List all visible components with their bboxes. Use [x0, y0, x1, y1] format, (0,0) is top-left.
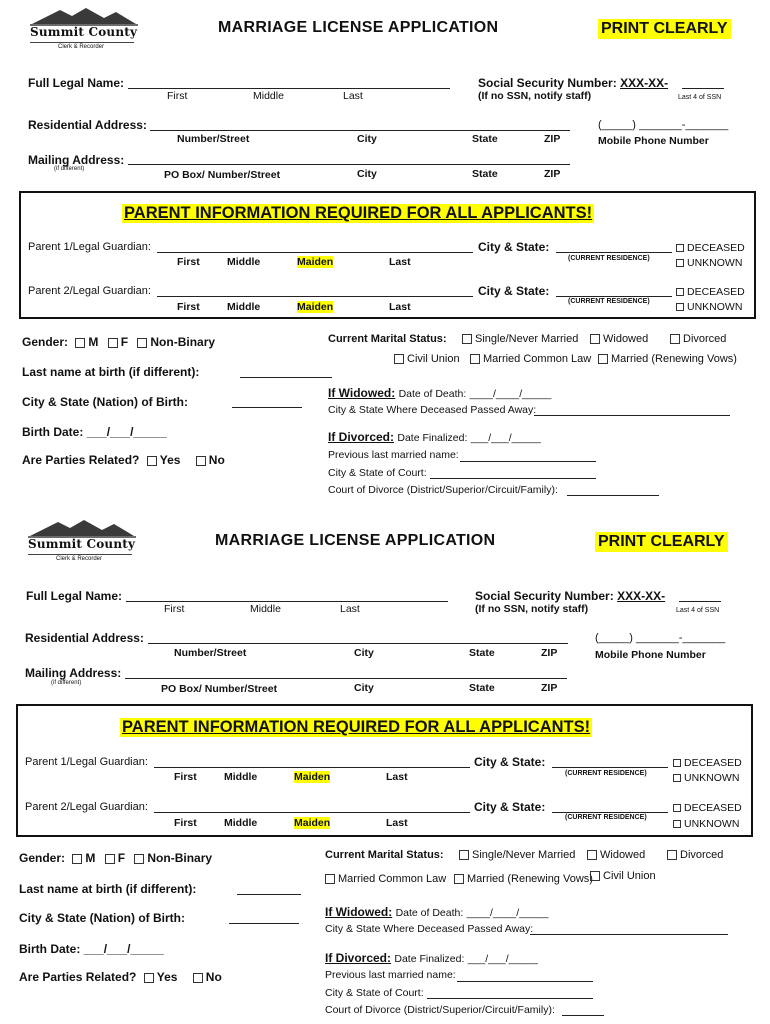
gender-nb-text: Non-Binary [147, 851, 213, 865]
parent2-middle: Middle [227, 301, 261, 313]
logo-subtitle: Clerk & Recorder [56, 556, 103, 562]
date-finalized-field[interactable]: ___/___/_____ [470, 432, 541, 444]
widowed-place-label: City & State Where Deceased Passed Away: [328, 404, 537, 416]
related-no-text: No [208, 453, 225, 467]
last-caption: Last [340, 603, 360, 615]
gender-m-checkbox[interactable] [75, 338, 85, 348]
full-legal-name-field[interactable] [128, 88, 450, 89]
parent1-city-state-label: City & State: [478, 240, 550, 254]
street-caption: Number/Street [174, 647, 247, 659]
marital-widowed[interactable] [590, 333, 648, 345]
checkbox-icon [394, 354, 404, 364]
widowed-place-field[interactable] [530, 934, 728, 935]
mailing-address-label: Mailing Address: [25, 666, 122, 680]
county-logo [28, 6, 138, 54]
parent2-last: Last [389, 301, 411, 313]
gender-f-text: F [120, 335, 129, 349]
checkbox-icon [673, 774, 681, 782]
checkbox-icon [590, 334, 600, 344]
parent1-middle: Middle [224, 771, 258, 783]
birthplace-label: City & State (Nation) of Birth: [22, 395, 188, 409]
renewing-text: Married (Renewing Vows) [467, 873, 593, 885]
marital-status-label: Current Marital Status: [328, 333, 447, 345]
marital-single[interactable] [462, 333, 578, 345]
marital-civil[interactable] [394, 353, 460, 365]
if-widowed-label: If Widowed: [325, 905, 393, 919]
birthplace-field[interactable] [229, 923, 299, 924]
widowed-text: Widowed [600, 849, 646, 861]
birth-date-field[interactable]: ___/___/_____ [86, 425, 167, 439]
related-yes-text: Yes [159, 453, 181, 467]
if-widowed-label: If Widowed: [328, 386, 396, 400]
logo-rule [28, 554, 132, 555]
gender-m-text: M [88, 335, 99, 349]
checkbox-icon [676, 259, 684, 267]
prev-name-field[interactable] [457, 981, 593, 982]
parent1-deceased[interactable] [676, 242, 745, 254]
city-caption: City [354, 647, 374, 659]
mountain-logo-icon [28, 518, 136, 538]
widowed-place-label: City & State Where Deceased Passed Away: [325, 923, 534, 935]
if-divorced-row [328, 430, 541, 444]
po-box-caption: PO Box/ Number/Street [164, 169, 281, 181]
parent-info-heading: PARENT INFORMATION REQUIRED FOR ALL APPLICANTS! [124, 204, 593, 222]
parent1-current-residence: (CURRENT RESIDENCE) [565, 770, 647, 777]
if-divorced-label: If Divorced: [325, 951, 392, 965]
mailing-address-field[interactable] [125, 678, 567, 679]
prev-name-label: Previous last married name: [328, 449, 459, 461]
mailing-address-field[interactable] [128, 164, 570, 165]
gender-nb-checkbox[interactable] [134, 854, 144, 864]
parent1-first: First [174, 771, 197, 783]
date-finalized-field[interactable]: ___/___/_____ [467, 953, 538, 965]
common-text: Married Common Law [338, 873, 447, 885]
gender-f-text: F [117, 851, 126, 865]
middle-caption: Middle [253, 90, 284, 102]
first-caption: First [167, 90, 188, 102]
parent2-name-field[interactable] [157, 296, 473, 297]
related-row [22, 453, 225, 467]
zip-caption: ZIP [541, 647, 558, 659]
parent2-label: Parent 2/Legal Guardian: [28, 285, 151, 297]
related-yes-text: Yes [156, 970, 178, 984]
parent1-city-state-field[interactable] [552, 767, 668, 768]
related-no-checkbox[interactable] [196, 456, 206, 466]
parent2-city-state-label: City & State: [478, 284, 550, 298]
parent2-current-residence: (CURRENT RESIDENCE) [565, 814, 647, 821]
court-city-label: City & State of Court: [328, 467, 427, 479]
gender-row [22, 335, 215, 349]
marital-common[interactable] [325, 873, 446, 885]
parent1-maiden: Maiden [297, 256, 334, 268]
related-yes-checkbox[interactable] [147, 456, 157, 466]
parent2-maiden: Maiden [294, 817, 331, 829]
gender-nb-checkbox[interactable] [137, 338, 147, 348]
renewing-text: Married (Renewing Vows) [611, 353, 737, 365]
marital-renewing[interactable] [598, 353, 737, 365]
checkbox-icon [676, 288, 684, 296]
ssn-label [478, 76, 668, 90]
if-different-note: (if different) [54, 166, 85, 172]
residential-address-field[interactable] [150, 130, 570, 131]
county-logo [26, 518, 136, 566]
related-no-text: No [205, 970, 222, 984]
last-caption: Last [343, 90, 363, 102]
date-of-death-field[interactable]: ____/____/_____ [466, 907, 549, 919]
if-widowed-row [325, 905, 548, 919]
form-title: MARRIAGE LICENSE APPLICATION [215, 532, 496, 549]
divorced-text: Divorced [683, 333, 727, 345]
form-title: MARRIAGE LICENSE APPLICATION [218, 19, 499, 36]
birth-date-label: Birth Date: [19, 942, 81, 956]
checkbox-icon [459, 850, 469, 860]
checkbox-icon [673, 820, 681, 828]
zip-caption: ZIP [544, 133, 561, 145]
civil-text: Civil Union [603, 870, 656, 882]
form-2 [0, 512, 770, 1024]
ssn-label-text: Social Security Number: [475, 589, 614, 603]
print-clearly-banner: PRINT CLEARLY [595, 532, 728, 552]
parent1-first: First [177, 256, 200, 268]
last-name-birth-field[interactable] [240, 377, 332, 378]
checkbox-icon [462, 334, 472, 344]
gender-f-checkbox[interactable] [105, 854, 115, 864]
no-ssn-note: (If no SSN, notify staff) [475, 603, 589, 615]
parent1-city-state-label: City & State: [474, 755, 546, 769]
parent1-unknown[interactable] [676, 257, 742, 269]
mailing-state-caption: State [469, 682, 495, 694]
widowed-place-field[interactable] [534, 415, 730, 416]
checkbox-icon [670, 334, 680, 344]
date-finalized-label: Date Finalized: [397, 432, 468, 444]
single-text: Single/Never Married [475, 333, 579, 345]
if-divorced-row [325, 951, 538, 965]
related-row [19, 970, 222, 984]
parent2-last: Last [386, 817, 408, 829]
gender-row [19, 851, 212, 865]
mailing-state-caption: State [472, 168, 498, 180]
deceased-text: DECEASED [687, 242, 745, 254]
mailing-city-caption: City [357, 168, 377, 180]
parent2-unknown[interactable] [673, 818, 739, 830]
divorced-text: Divorced [680, 849, 724, 861]
street-caption: Number/Street [177, 133, 250, 145]
parent1-name-field[interactable] [157, 252, 473, 253]
parent2-current-residence: (CURRENT RESIDENCE) [568, 298, 650, 305]
mobile-phone-field[interactable]: (_____) _______-_______ [595, 632, 726, 644]
mobile-phone-label: Mobile Phone Number [598, 135, 709, 147]
logo-subtitle: Clerk & Recorder [58, 44, 105, 50]
civil-text: Civil Union [407, 353, 460, 365]
marital-civil[interactable] [590, 870, 656, 882]
no-ssn-note: (If no SSN, notify staff) [478, 90, 592, 102]
unknown-text: UNKNOWN [684, 772, 740, 784]
ssn-prefix: XXX-XX- [617, 589, 666, 603]
parent2-first: First [177, 301, 200, 313]
parent2-deceased[interactable] [676, 286, 745, 298]
parent1-deceased[interactable] [673, 757, 742, 769]
date-of-death-label: Date of Death: [395, 907, 464, 919]
parent2-city-state-field[interactable] [556, 296, 672, 297]
first-caption: First [164, 603, 185, 615]
parent1-maiden: Maiden [294, 771, 331, 783]
state-caption: State [469, 647, 495, 659]
parent-info-heading: PARENT INFORMATION REQUIRED FOR ALL APPLICANTS! [122, 718, 591, 736]
birth-date-row [19, 942, 164, 956]
gender-label: Gender: [19, 851, 66, 865]
parent2-middle: Middle [224, 817, 258, 829]
last4-caption: Last 4 of SSN [676, 607, 720, 614]
birth-date-label: Birth Date: [22, 425, 84, 439]
gender-f-checkbox[interactable] [108, 338, 118, 348]
checkbox-icon [470, 354, 480, 364]
related-no-checkbox[interactable] [193, 973, 203, 983]
parent2-unknown[interactable] [676, 301, 742, 313]
logo-name: Summit County [30, 25, 138, 39]
parent2-deceased[interactable] [673, 802, 742, 814]
ssn-prefix: XXX-XX- [620, 76, 669, 90]
birthplace-label: City & State (Nation) of Birth: [19, 911, 185, 925]
gender-m-text: M [85, 851, 96, 865]
residential-address-label: Residential Address: [25, 631, 144, 645]
checkbox-icon [673, 759, 681, 767]
mobile-phone-label: Mobile Phone Number [595, 649, 706, 661]
parent2-maiden: Maiden [297, 301, 334, 313]
common-text: Married Common Law [483, 353, 592, 365]
ssn-last4-field[interactable] [682, 88, 724, 89]
parent2-name-field[interactable] [154, 812, 470, 813]
last-name-birth-field[interactable] [237, 894, 301, 895]
mountain-logo-icon [30, 6, 138, 26]
parent2-first: First [174, 817, 197, 829]
parent1-name-field[interactable] [154, 767, 470, 768]
related-label: Are Parties Related? [19, 970, 137, 984]
deceased-text: DECEASED [687, 286, 745, 298]
marital-common[interactable] [470, 353, 591, 365]
city-caption: City [357, 133, 377, 145]
checkbox-icon [673, 804, 681, 812]
checkbox-icon [325, 874, 335, 884]
mailing-zip-caption: ZIP [541, 682, 558, 694]
gender-nb-text: Non-Binary [150, 335, 216, 349]
logo-name: Summit County [28, 537, 136, 551]
court-city-label: City & State of Court: [325, 987, 424, 999]
related-yes-checkbox[interactable] [144, 973, 154, 983]
state-caption: State [472, 133, 498, 145]
deceased-text: DECEASED [684, 757, 742, 769]
parent1-current-residence: (CURRENT RESIDENCE) [568, 255, 650, 262]
court-label: Court of Divorce (District/Superior/Circuit/Family): [328, 484, 558, 496]
mailing-city-caption: City [354, 682, 374, 694]
parent1-city-state-field[interactable] [556, 252, 672, 253]
residential-address-label: Residential Address: [28, 118, 147, 132]
parent1-last: Last [389, 256, 411, 268]
mailing-address-label: Mailing Address: [28, 153, 125, 167]
marital-divorced[interactable] [667, 849, 723, 861]
residential-address-field[interactable] [148, 643, 568, 644]
birthplace-field[interactable] [232, 407, 302, 408]
ssn-label-text: Social Security Number: [478, 76, 617, 90]
if-widowed-row [328, 386, 551, 400]
gender-label: Gender: [22, 335, 69, 349]
last-name-birth-label: Last name at birth (if different): [19, 882, 197, 896]
checkbox-icon [590, 871, 600, 881]
middle-caption: Middle [250, 603, 281, 615]
checkbox-icon [667, 850, 677, 860]
date-of-death-field[interactable]: ____/____/_____ [469, 388, 552, 400]
parent2-city-state-label: City & State: [474, 800, 546, 814]
birth-date-field[interactable]: ___/___/_____ [83, 942, 164, 956]
if-divorced-label: If Divorced: [328, 430, 395, 444]
court-label: Court of Divorce (District/Superior/Circuit/Family): [325, 1004, 555, 1016]
parent1-last: Last [386, 771, 408, 783]
mailing-zip-caption: ZIP [544, 168, 561, 180]
court-field[interactable] [562, 1015, 604, 1016]
court-city-field[interactable] [430, 478, 596, 479]
single-text: Single/Never Married [472, 849, 576, 861]
if-different-note: (if different) [51, 680, 82, 686]
related-label: Are Parties Related? [22, 453, 140, 467]
date-of-death-label: Date of Death: [398, 388, 467, 400]
checkbox-icon [676, 244, 684, 252]
last4-caption: Last 4 of SSN [678, 94, 722, 101]
marital-renewing[interactable] [454, 873, 593, 885]
checkbox-icon [676, 303, 684, 311]
parent1-label: Parent 1/Legal Guardian: [28, 241, 151, 253]
parent1-unknown[interactable] [673, 772, 739, 784]
marital-status-label: Current Marital Status: [325, 849, 444, 861]
gender-m-checkbox[interactable] [72, 854, 82, 864]
prev-name-label: Previous last married name: [325, 969, 456, 981]
date-finalized-label: Date Finalized: [394, 953, 465, 965]
ssn-last4-field[interactable] [679, 601, 721, 602]
marital-single[interactable] [459, 849, 575, 861]
last-name-birth-label: Last name at birth (if different): [22, 365, 200, 379]
marital-widowed[interactable] [587, 849, 645, 861]
checkbox-icon [454, 874, 464, 884]
widowed-text: Widowed [603, 333, 649, 345]
checkbox-icon [598, 354, 608, 364]
court-city-field[interactable] [427, 998, 593, 999]
parent1-middle: Middle [227, 256, 261, 268]
deceased-text: DECEASED [684, 802, 742, 814]
logo-rule [30, 42, 134, 43]
full-legal-name-field[interactable] [126, 601, 448, 602]
parent1-label: Parent 1/Legal Guardian: [25, 756, 148, 768]
full-legal-name-label: Full Legal Name: [28, 76, 125, 90]
checkbox-icon [587, 850, 597, 860]
parent2-city-state-field[interactable] [552, 812, 668, 813]
print-clearly-banner: PRINT CLEARLY [598, 19, 731, 39]
unknown-text: UNKNOWN [684, 818, 740, 830]
parent2-label: Parent 2/Legal Guardian: [25, 801, 148, 813]
court-field[interactable] [567, 495, 659, 496]
marital-divorced[interactable] [670, 333, 726, 345]
ssn-label [475, 589, 665, 603]
unknown-text: UNKNOWN [687, 301, 743, 313]
prev-name-field[interactable] [460, 461, 596, 462]
unknown-text: UNKNOWN [687, 257, 743, 269]
birth-date-row [22, 425, 167, 439]
mobile-phone-field[interactable]: (_____) _______-_______ [598, 119, 729, 131]
full-legal-name-label: Full Legal Name: [26, 589, 123, 603]
po-box-caption: PO Box/ Number/Street [161, 683, 278, 695]
